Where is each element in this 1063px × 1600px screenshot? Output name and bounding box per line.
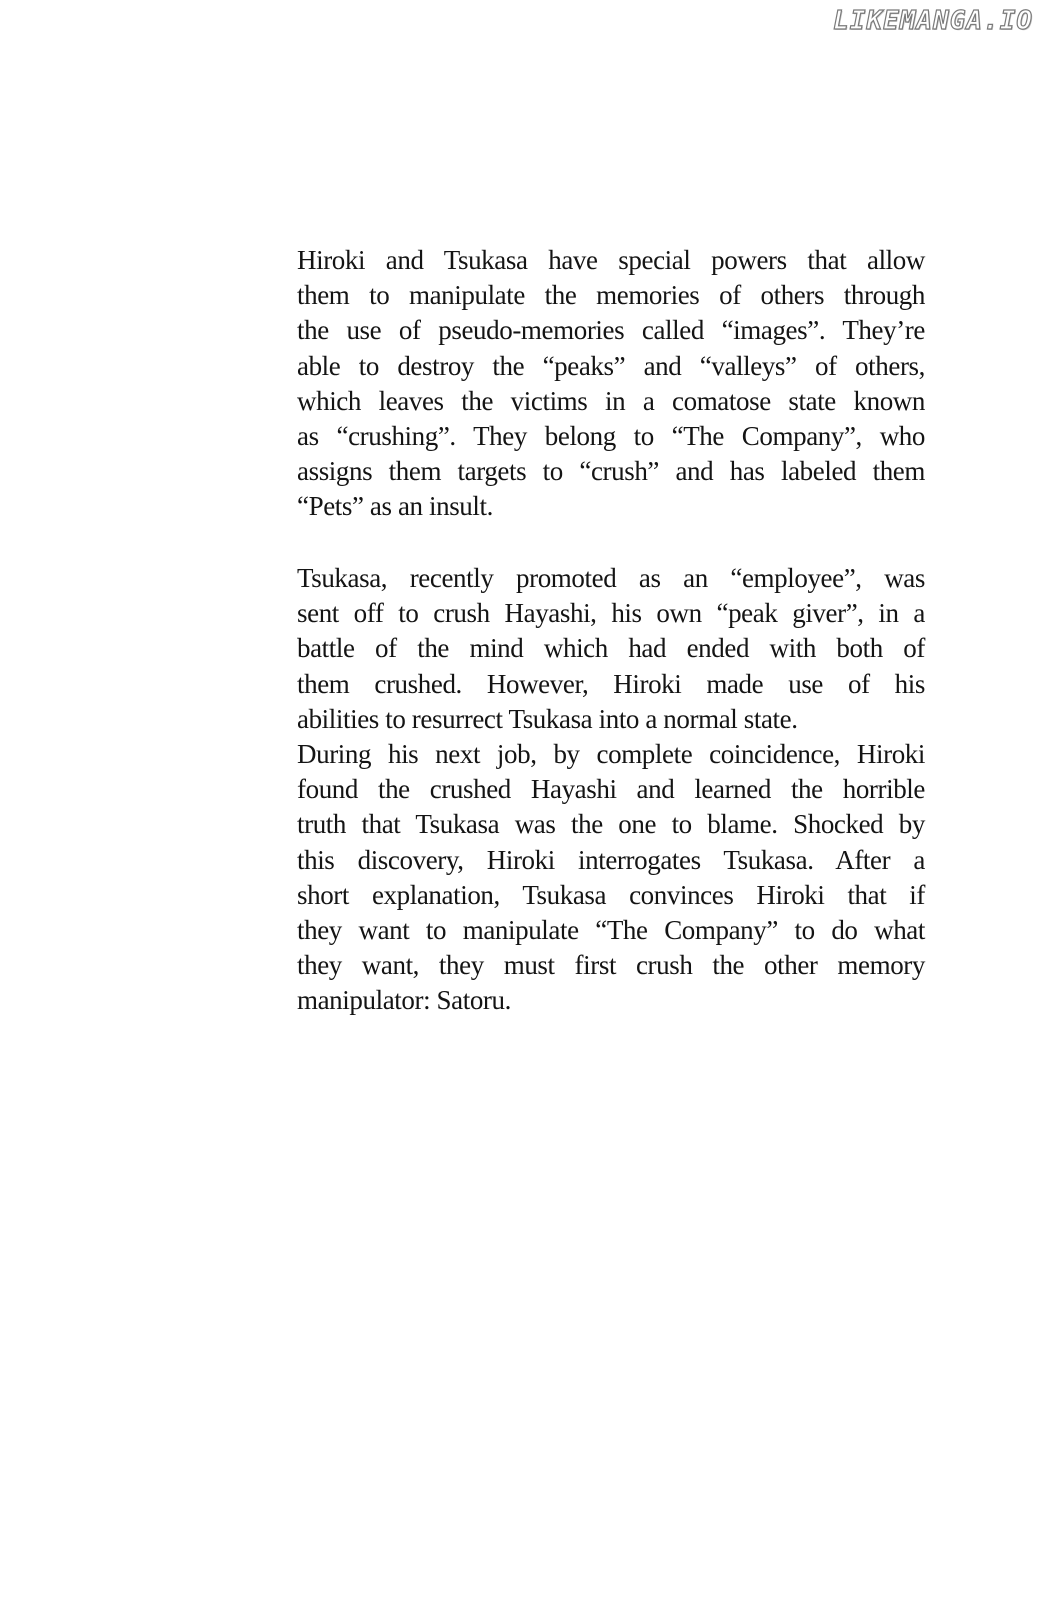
text-line: short explanation, Tsukasa convinces Hiroki that if xyxy=(297,879,925,910)
text-line: sent off to crush Hayashi, his own “peak giver”, in a xyxy=(297,598,925,629)
text-line: the use of pseudo-memories called “images”. They’re xyxy=(297,315,925,346)
text-line: Hiroki and Tsukasa have special powers that allow xyxy=(297,245,925,275)
text-line: abilities to resurrect Tsukasa into a normal state. xyxy=(297,703,798,734)
site-watermark: LIKEMANGA.IO xyxy=(833,6,1033,36)
text-line: as “crushing”. They belong to “The Company”, who xyxy=(297,420,925,451)
text-line: “Pets” as an insult. xyxy=(297,491,493,522)
text-line: them crushed. However, Hiroki made use of his xyxy=(297,668,925,699)
summary-paragraph-2 xyxy=(297,561,925,1018)
text-line: which leaves the victims in a comatose state known xyxy=(297,385,925,416)
text-line: found the crushed Hayashi and learned the horrible xyxy=(297,774,925,805)
text-line: able to destroy the “peaks” and “valleys” of others, xyxy=(297,350,925,381)
text-line: battle of the mind which had ended with both of xyxy=(297,633,925,664)
text-line: During his next job, by complete coincidence, Hiroki xyxy=(297,738,925,769)
text-line: they want, they must first crush the other memory xyxy=(297,950,925,981)
summary-paragraph-1 xyxy=(297,243,925,525)
text-line: truth that Tsukasa was the one to blame. Shocked by xyxy=(297,809,925,840)
text-line: they want to manipulate “The Company” to do what xyxy=(297,914,925,945)
text-line: this discovery, Hiroki interrogates Tsukasa. After a xyxy=(297,844,925,875)
text-line: Tsukasa, recently promoted as an “employee”, was xyxy=(297,563,925,593)
text-line: manipulator: Satoru. xyxy=(297,985,511,1016)
text-line: assigns them targets to “crush” and has labeled them xyxy=(297,456,925,487)
text-line: them to manipulate the memories of others through xyxy=(297,280,925,311)
